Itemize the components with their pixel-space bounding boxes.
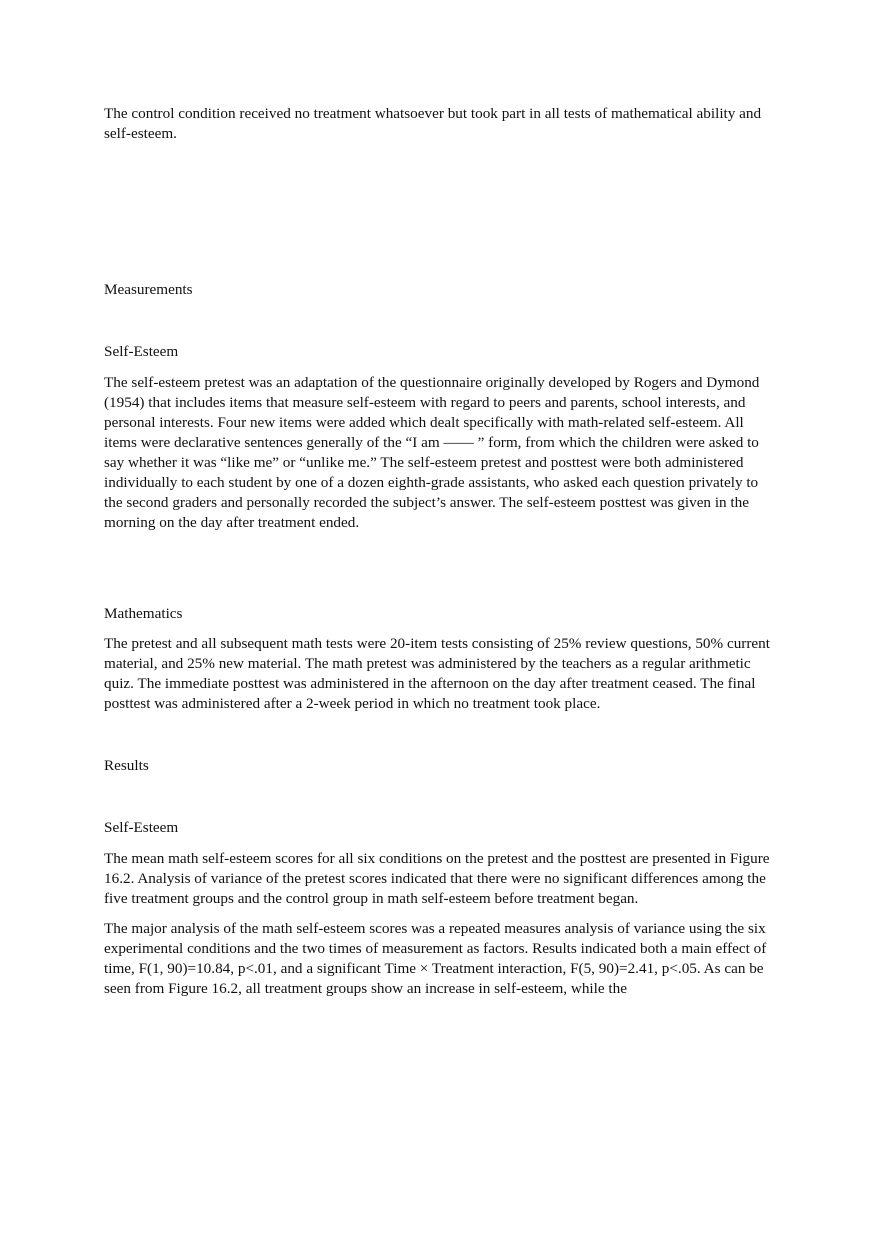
subsection-heading-results-self-esteem: Self-Esteem	[104, 819, 179, 836]
section-heading-measurements: Measurements	[104, 281, 193, 298]
subsection-heading-mathematics: Mathematics	[104, 605, 183, 622]
subsection-heading-self-esteem: Self-Esteem	[104, 343, 179, 360]
results-paragraph-1: The mean math self-esteem scores for all six conditions on the pretest and the posttest are presented in Figure 16.2. Analysis of variance of the pretest scores indicated that there were no significant differences among the five treatment groups and the control group in math self-esteem before treatment began.	[104, 850, 770, 907]
self-esteem-paragraph: The self-esteem pretest was an adaptation of the questionnaire originally developed by Rogers and Dymond (1954) that includes items that measure self-esteem with regard to peers and parents, school interests, and personal interests. Four new items were added which dealt specifically with math-related self-esteem. All items were declarative sentences generally of the “I am —— ” form, from which the children were asked to say whether it was “like me” or “unlike me.” The self-esteem pretest and posttest were both administered individually to each student by one of a dozen eighth-grade assistants, who asked each question privately to the second graders and personally recorded the subject’s answer. The self-esteem posttest was given in the morning on the day after treatment ended.	[104, 374, 760, 531]
results-paragraph-2: The major analysis of the math self-esteem scores was a repeated measures analysis of variance using the six experimental conditions and the two times of measurement as factors. Results indicated both a main effect of time, F(1, 90)=10.84, p<.01, and a significant Time × Treatment interaction, F(5, 90)=2.41, p<.05. As can be seen from Figure 16.2, all treatment groups show an increase in self-esteem, while the	[104, 920, 767, 997]
section-heading-results: Results	[104, 757, 149, 774]
mathematics-paragraph: The pretest and all subsequent math tests were 20-item tests consisting of 25% review questions, 50% current material, and 25% new material. The math pretest was administered by the teachers as a regular arithmetic quiz. The immediate posttest was administered in the afternoon on the day after treatment ceased. The final posttest was administered after a 2-week period in which no treatment took place.	[104, 635, 770, 712]
intro-paragraph: The control condition received no treatment whatsoever but took part in all tests of mathematical ability and self-esteem.	[104, 105, 762, 142]
